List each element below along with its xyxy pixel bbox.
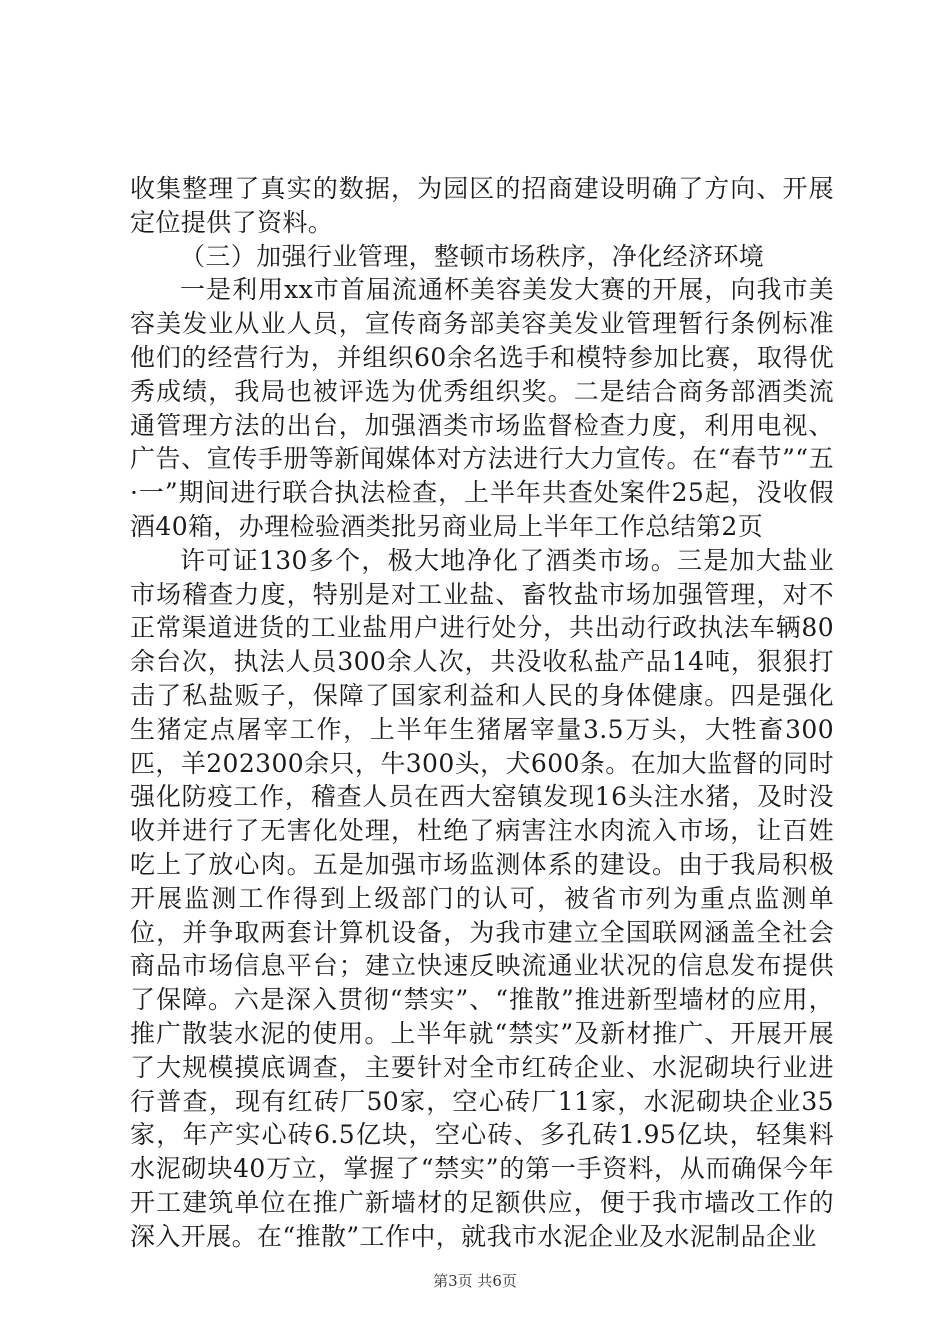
section-heading: （三）加强行业管理，整顿市场秩序，净化经济环境 (180, 241, 765, 271)
paragraph-continuation: 收集整理了真实的数据，为园区的招商建设明确了方向、开展定位提供了资料。 (130, 174, 834, 237)
paragraph: 许可证130多个，极大地净化了酒类市场。三是加大盐业市场稽查力度，特别是对工业盐、畜牧盐市场加强管理，对不正常渠道进货的工业盐用户进行处分，共出动行政执法车辆80余台次，执法人员300余人次，共没收私盐产品14吨，狠狠打击了私盐贩子，保障了国家利益和人民的身体健康。四是强化生猪定点屠宰工作，上半年生猪屠宰量3.5万头，大牲畜300匹，羊202300余只，牛300头，犬600条。在加大监督的同时强化防疫工作，稽查人员在西大窑镇发现16头注水猪，及时没收并进行了无害化处理，杜绝了病害注水肉流入市场，让百姓吃上了放心肉。五是加强市场监测体系的建设。由于我局积极开展监测工作得到上级部门的认可，被省市列为重点监测单位，并争取两套计算机设备，为我市建立全国联网涵盖全社会商品市场信息平台；建立快速反映流通业状况的信息发布提供了保障。六是深入贯彻“禁实”、“推散”推进新型墙材的应用，推广散装水泥的使用。上半年就“禁实”及新材推广、开展开展了大规模摸底调查，主要针对全市红砖企业、水泥砌块行业进行普查，现有红砖厂50家，空心砖厂11家，水泥砌块企业35家，年产实心砖6.5亿块，空心砖、多孔砖1.95亿块，轻集料水泥砌块40万立，掌握了“禁实”的第一手资料，从而确保今年开工建筑单位在推广新墙材的足额供应，便于我市墙改工作的深入开展。在“推散”工作中，就我市水泥企业及水泥制品企业 (130, 545, 834, 1251)
paragraph: 一是利用xx市首届流通杯美容美发大赛的开展，向我市美容美发业从业人员，宣传商务部美容美发业管理暂行条例标准他们的经营行为，并组织60余名选手和模特参加比赛，取得优秀成绩，我局也被评选为优秀组织奖。二是结合商务部酒类流通管理方法的出台，加强酒类市场监督检查力度，利用电视、广告、宣传手册等新闻媒体对方法进行大力宣传。在“春节”“五·一”期间进行联合执法检查，上半年共查处案件25起，没收假酒40箱，办理检验酒类批另商业局上半年工作总结第2页 (130, 275, 834, 541)
page-number-footer: 第3页 共6页 (433, 1272, 517, 1290)
document-body (130, 172, 834, 1254)
